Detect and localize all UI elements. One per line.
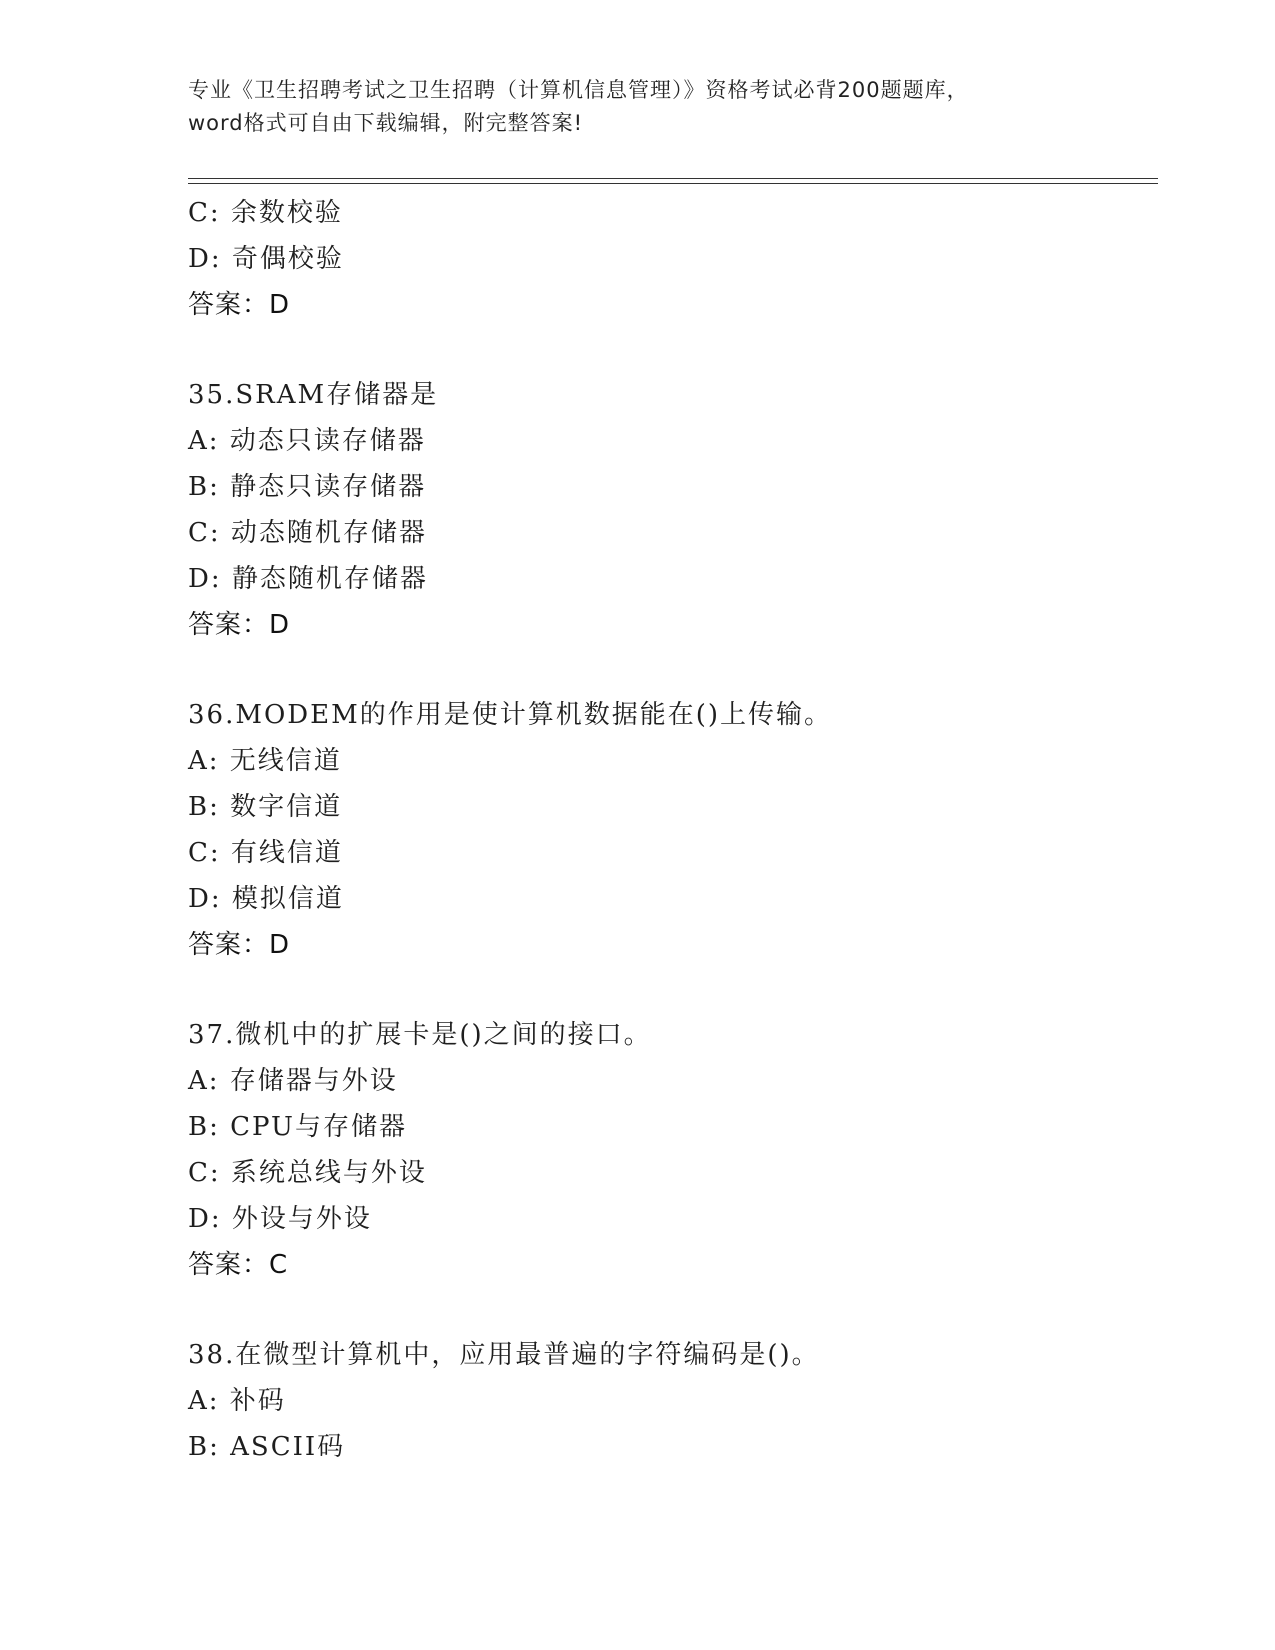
option-c: C: 动态随机存储器 <box>188 518 427 548</box>
answer-text: 答案：D <box>188 610 291 640</box>
option-b: B: 静态只读存储器 <box>188 472 427 502</box>
question-text: 35.SRAM存储器是 <box>188 380 439 410</box>
option-b: B: CPU与存储器 <box>188 1112 407 1142</box>
option-b: B: ASCII码 <box>188 1432 346 1462</box>
answer-text: 答案：D <box>188 930 291 960</box>
question-text: 37.微机中的扩展卡是()之间的接口。 <box>188 1020 652 1050</box>
option-c: C: 系统总线与外设 <box>188 1158 427 1188</box>
answer-text: 答案：C <box>188 1250 289 1280</box>
header-line-2: word格式可自由下载编辑，附完整答案! <box>188 111 584 135</box>
question-block-36 <box>188 692 1148 968</box>
document-header <box>188 74 1088 140</box>
question-block-38 <box>188 1332 1148 1470</box>
answer-text: 答案：D <box>188 290 291 320</box>
option-a: A: 动态只读存储器 <box>188 426 426 456</box>
block-spacer <box>188 648 1148 692</box>
option-d: D: 外设与外设 <box>188 1204 372 1234</box>
question-block-37 <box>188 1012 1148 1288</box>
option-d: D: 静态随机存储器 <box>188 564 428 594</box>
question-list <box>188 190 1148 1470</box>
option-b: B: 数字信道 <box>188 792 343 822</box>
block-spacer <box>188 1288 1148 1332</box>
option-c: C: 余数校验 <box>188 198 343 228</box>
option-a: A: 存储器与外设 <box>188 1066 398 1096</box>
question-block-34-tail <box>188 190 1148 328</box>
option-d: D: 模拟信道 <box>188 884 344 914</box>
option-d: D: 奇偶校验 <box>188 244 344 274</box>
question-block-35 <box>188 372 1148 648</box>
header-divider-top <box>188 178 1158 179</box>
block-spacer <box>188 328 1148 372</box>
option-a: A: 无线信道 <box>188 746 342 776</box>
question-text: 36.MODEM的作用是使计算机数据能在()上传输。 <box>188 700 833 730</box>
option-a: A: 补码 <box>188 1386 286 1416</box>
header-divider-bottom <box>188 183 1158 184</box>
header-line-1: 专业《卫生招聘考试之卫生招聘（计算机信息管理）》资格考试必背200题题库， <box>188 78 969 102</box>
option-c: C: 有线信道 <box>188 838 343 868</box>
block-spacer <box>188 968 1148 1012</box>
question-text: 38.在微型计算机中，应用最普遍的字符编码是()。 <box>188 1340 820 1370</box>
